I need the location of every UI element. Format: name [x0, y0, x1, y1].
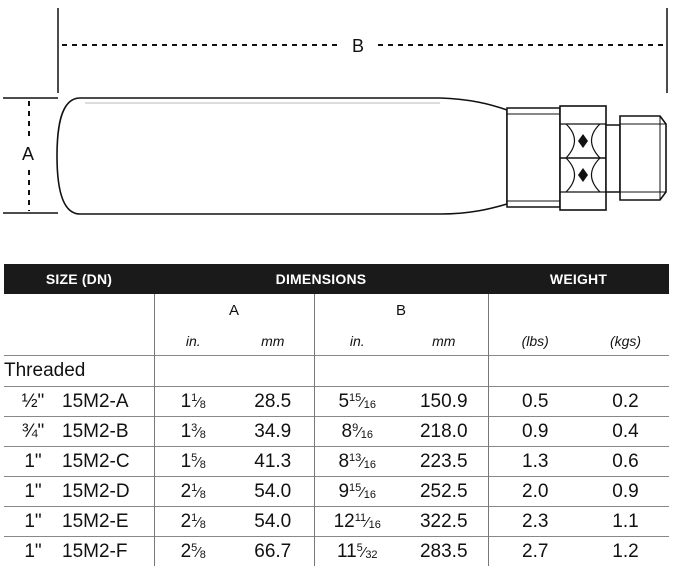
weight-kgs-cell: 0.6	[582, 447, 669, 477]
b-inch-whole: 12	[333, 510, 355, 532]
weight-lbs-cell: 2.7	[488, 537, 582, 567]
b-inch-cell: $11^5⁄_{32}$	[314, 537, 400, 567]
model-value: 15M2-B	[62, 420, 129, 442]
b-mm-cell: 252.5	[400, 477, 488, 507]
b-inch-whole: 11	[336, 540, 357, 562]
group-row	[4, 356, 669, 387]
unit-a-mm: mm	[261, 333, 285, 349]
a-inch-whole: 1	[180, 420, 192, 442]
b-inch-denominator: 16	[363, 458, 377, 471]
table-row	[4, 477, 669, 507]
size-value: 1"	[24, 510, 42, 532]
size-cell	[4, 387, 154, 417]
table-row	[4, 387, 669, 417]
b-inch-denominator: 16	[363, 488, 377, 501]
a-inch-cell: $2^1⁄_8$	[154, 477, 232, 507]
b-inch-denominator: 16	[368, 518, 381, 531]
b-inch-numerator: 11	[354, 511, 367, 524]
b-mm-cell: 223.5	[400, 447, 488, 477]
a-mm-cell: 34.9	[232, 417, 314, 447]
b-inch-whole: 8	[338, 450, 350, 472]
a-inch-numerator: 1	[191, 391, 198, 404]
weight-kgs-cell: 0.2	[582, 387, 669, 417]
a-inch-cell: $2^1⁄_8$	[154, 507, 232, 537]
a-inch-numerator: 5	[191, 541, 198, 554]
model-value: 15M2-E	[62, 510, 129, 532]
a-inch-whole: 1	[180, 450, 192, 472]
weight-kgs-cell: 1.2	[582, 537, 669, 567]
size-value: 1"	[24, 540, 42, 562]
b-mm-cell: 283.5	[400, 537, 488, 567]
b-inch-numerator: 13	[349, 451, 362, 464]
weight-kgs-cell: 1.1	[582, 507, 669, 537]
cylinder-body	[57, 98, 507, 214]
table-header-row	[4, 264, 669, 294]
size-cell	[4, 447, 154, 477]
b-mm-cell: 218.0	[400, 417, 488, 447]
weight-lbs-cell: 0.5	[488, 387, 582, 417]
size-cell	[4, 477, 154, 507]
table-row	[4, 447, 669, 477]
unit-a-in: in.	[154, 327, 232, 356]
dimension-b-label: B	[314, 294, 488, 327]
weight-header: WEIGHT	[488, 264, 669, 294]
b-inch-cell: $8^{13}⁄_{16}$	[314, 447, 400, 477]
unit-lbs: (lbs)	[488, 327, 582, 356]
b-inch-whole: 9	[338, 480, 350, 502]
a-inch-denominator: 8	[199, 458, 206, 471]
a-mm-cell: 54.0	[232, 477, 314, 507]
weight-lbs-cell: 2.0	[488, 477, 582, 507]
size-value: 1"	[24, 450, 42, 472]
weight-lbs-cell: 2.3	[488, 507, 582, 537]
a-inch-numerator: 3	[191, 421, 198, 434]
b-inch-denominator: 32	[365, 548, 378, 561]
dimensions-table	[4, 264, 669, 566]
b-inch-cell: $5^{15}⁄_{16}$	[314, 387, 400, 417]
a-inch-numerator: 5	[191, 451, 198, 464]
b-mm-cell: 322.5	[400, 507, 488, 537]
a-inch-cell: $1^1⁄_8$	[154, 387, 232, 417]
a-inch-whole: 2	[180, 510, 192, 532]
a-inch-denominator: 8	[199, 548, 206, 561]
size-value: ½"	[21, 390, 45, 412]
a-inch-numerator: 1	[191, 511, 198, 524]
threaded-end	[620, 116, 666, 200]
a-inch-denominator: 8	[199, 518, 206, 531]
a-mm-cell: 54.0	[232, 507, 314, 537]
a-mm-cell: 41.3	[232, 447, 314, 477]
size-value: ¾"	[21, 420, 45, 442]
product-dimension-drawing	[0, 0, 673, 245]
collar	[507, 108, 560, 207]
weight-lbs-cell: 0.9	[488, 417, 582, 447]
model-value: 15M2-C	[62, 450, 130, 472]
a-inch-denominator: 8	[199, 428, 206, 441]
unit-kgs: (kgs)	[609, 333, 642, 349]
weight-kgs-cell: 0.4	[582, 417, 669, 447]
thread-neck	[606, 125, 620, 192]
units-row	[4, 327, 669, 356]
unit-b-in: in.	[314, 327, 400, 356]
b-mm-cell: 150.9	[400, 387, 488, 417]
a-mm-cell: 66.7	[232, 537, 314, 567]
weight-lbs-cell: 1.3	[488, 447, 582, 477]
b-inch-numerator: 15	[349, 391, 362, 404]
model-value: 15M2-D	[62, 480, 130, 502]
a-inch-denominator: 8	[199, 488, 206, 501]
size-value: 1"	[24, 480, 42, 502]
model-value: 15M2-A	[62, 390, 129, 412]
a-inch-numerator: 1	[191, 481, 198, 494]
b-inch-cell: $12^{11}⁄_{16}$	[314, 507, 400, 537]
size-header: SIZE (DN)	[4, 264, 154, 294]
size-cell	[4, 417, 154, 447]
b-inch-denominator: 16	[360, 428, 373, 441]
table-row	[4, 507, 669, 537]
a-inch-whole: 1	[180, 390, 192, 412]
unit-b-mm: mm	[432, 333, 456, 349]
weight-kgs-cell: 0.9	[582, 477, 669, 507]
a-dimension-label: A	[21, 144, 35, 164]
group-label: Threaded	[4, 356, 154, 387]
a-inch-cell: $1^5⁄_8$	[154, 447, 232, 477]
a-inch-cell: $1^3⁄_8$	[154, 417, 232, 447]
b-inch-whole: 8	[341, 420, 353, 442]
b-inch-denominator: 16	[363, 398, 377, 411]
a-inch-cell: $2^5⁄_8$	[154, 537, 232, 567]
size-cell	[4, 537, 154, 567]
b-inch-numerator: 5	[356, 541, 363, 554]
a-inch-whole: 2	[180, 540, 192, 562]
dimension-a-label: A	[154, 294, 314, 327]
b-inch-whole: 5	[338, 390, 350, 412]
b-dimension-label: B	[351, 36, 365, 56]
b-inch-numerator: 9	[352, 421, 359, 434]
size-cell	[4, 507, 154, 537]
a-mm-cell: 28.5	[232, 387, 314, 417]
dimension-labels-row	[4, 294, 669, 327]
table-row	[4, 537, 669, 567]
b-inch-cell: $9^{15}⁄_{16}$	[314, 477, 400, 507]
model-value: 15M2-F	[62, 540, 128, 562]
dimensions-header: DIMENSIONS	[154, 264, 488, 294]
a-inch-denominator: 8	[199, 398, 206, 411]
a-inch-whole: 2	[180, 480, 192, 502]
b-inch-numerator: 15	[349, 481, 362, 494]
table-row	[4, 417, 669, 447]
b-inch-cell: $8^9⁄_{16}$	[314, 417, 400, 447]
